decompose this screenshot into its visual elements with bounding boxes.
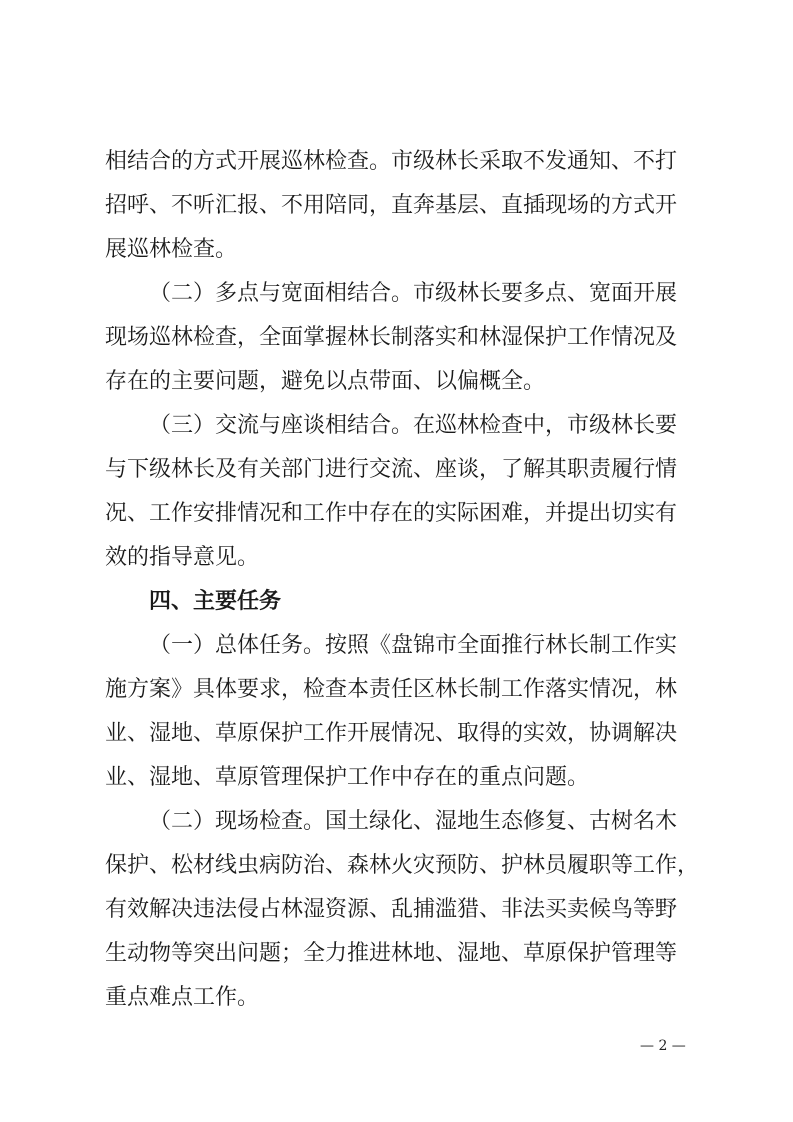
- paragraph-line: 生动物等突出问题；全力推进林地、湿地、草原保护管理等: [105, 941, 678, 966]
- paragraph-line: 存在的主要问题，避免以点带面、以偏概全。: [105, 369, 546, 394]
- paragraph-line: （一）总体任务。按照《盘锦市全面推行林长制工作实: [149, 633, 678, 658]
- paragraph-line: 相结合的方式开展巡林检查。市级林长采取不发通知、不打: [105, 149, 678, 174]
- paragraph-line: 保护、松材线虫病防治、森林火灾预防、护林员履职等工作，: [105, 853, 700, 878]
- paragraph-line: 施方案》具体要求，检查本责任区林长制工作落实情况，林: [105, 677, 678, 702]
- paragraph-line: 现场巡林检查，全面掌握林长制落实和林湿保护工作情况及: [105, 325, 678, 350]
- paragraph-line: 招呼、不听汇报、不用陪同，直奔基层、直插现场的方式开: [105, 193, 678, 218]
- page-number: — 2 —: [640, 1038, 686, 1054]
- paragraph-line: （二）多点与宽面相结合。市级林长要多点、宽面开展: [149, 281, 678, 306]
- paragraph-line: 有效解决违法侵占林湿资源、乱捕滥猎、非法买卖候鸟等野: [105, 897, 678, 922]
- paragraph-line: （二）现场检查。国土绿化、湿地生态修复、古树名木: [149, 809, 678, 834]
- paragraph-line: （三）交流与座谈相结合。在巡林检查中，市级林长要: [149, 413, 678, 438]
- paragraph-line: 业、湿地、草原保护工作开展情况、取得的实效，协调解决: [105, 721, 678, 746]
- paragraph-line: 况、工作安排情况和工作中存在的实际困难，并提出切实有: [105, 501, 678, 526]
- section-heading: 四、主要任务: [149, 589, 282, 614]
- paragraph-line: 展巡林检查。: [105, 237, 238, 262]
- paragraph-line: 与下级林长及有关部门进行交流、座谈，了解其职责履行情: [105, 457, 678, 482]
- paragraph-line: 业、湿地、草原管理保护工作中存在的重点问题。: [105, 765, 590, 790]
- paragraph-line: 效的指导意见。: [105, 545, 260, 570]
- paragraph-line: 重点难点工作。: [105, 985, 260, 1010]
